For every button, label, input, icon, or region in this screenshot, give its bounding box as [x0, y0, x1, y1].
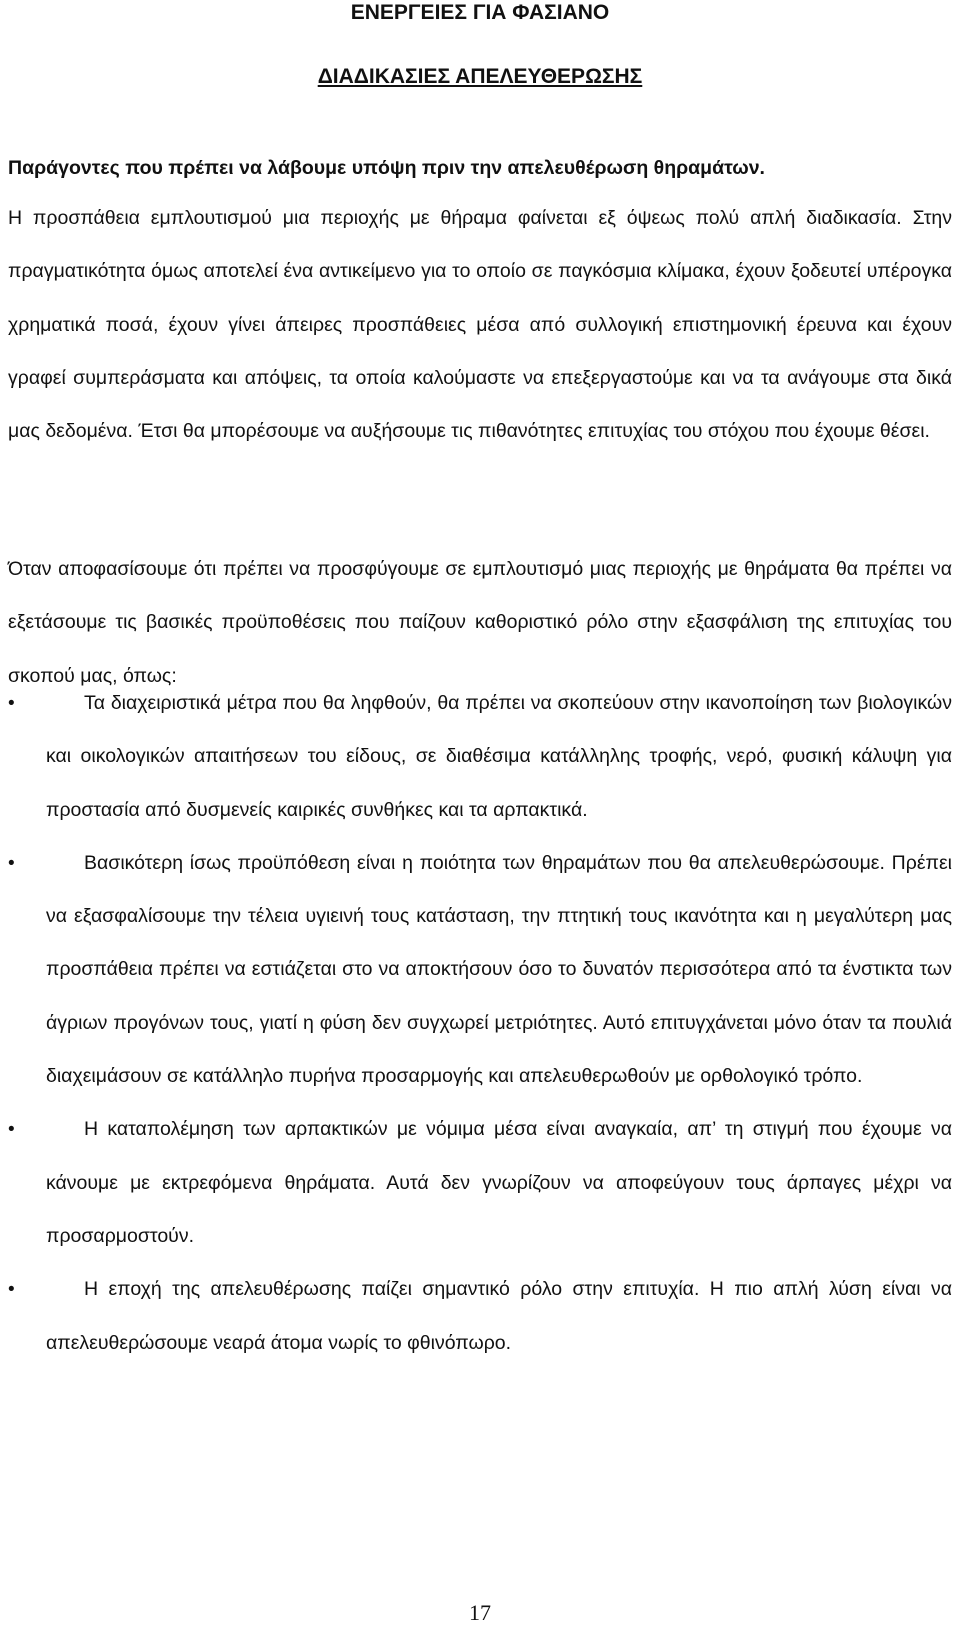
- list-item: [8, 1263, 952, 1370]
- list-item-text: Η καταπολέμηση των αρπακτικών με νόμιμα μέσα είναι αναγκαία, απ’ τη στιγμή που έχουμε να κάνουμε με εκτρεφόμενα θηράματα. Αυτά δεν γνωρίζουν να αποφεύγουν τους άρπαγες μέχρι να προσαρμοστούν.: [46, 1118, 952, 1247]
- section-heading: Παράγοντες που πρέπει να λάβουμε υπόψη πριν την απελευθέρωση θηραμάτων.: [8, 157, 765, 179]
- document-subtitle: [8, 64, 952, 90]
- conditions-list: [8, 677, 952, 1370]
- page-number: 17: [469, 1600, 491, 1625]
- list-item-text: Βασικότερη ίσως προϋπόθεση είναι η ποιότητα των θηραμάτων που θα απελευθερώσουμε. Πρέπει να εξασφαλίσουμε την τέλεια υγιεινή τους κατάσταση, την πτητική τους ικανότητα και η μεγαλύτερη μας προσπάθεια πρέπει να εστιάζεται στο να αποκτήσουν όσο το δυνατόν περισσότερα από τα ένστικτα των άγριων προγόνων τους, γιατί η φύση δεν συγχωρεί μετριότητες. Αυτό επιτυγχάνεται μόνο όταν τα πουλιά διαχειμάσουν σε κατάλληλο πυρήνα προσαρμογής και απελευθερωθούν με ορθολογικό τρόπο.: [46, 851, 952, 1088]
- document-page: [8, 0, 952, 1643]
- paragraph-conditions: Όταν αποφασίσουμε ότι πρέπει να προσφύγουμε σε εμπλουτισμό μιας περιοχής με θηράματα θα πρέπει να εξετάσουμε τις βασικές προϋποθέσεις που παίζουν καθοριστικό ρόλο στην εξασφάλιση της επιτυχίας του σκοπού μας, όπως:: [8, 558, 952, 687]
- bullet-icon: •: [8, 852, 15, 874]
- list-item: [8, 837, 952, 1103]
- bullet-icon: •: [8, 1119, 15, 1141]
- list-item-text: Η εποχή της απελευθέρωσης παίζει σημαντικό ρόλο στην επιτυχία. Η πιο απλή λύση είναι να απελευθερώσουμε νεαρά άτομα νωρίς το φθινόπωρο.: [46, 1278, 952, 1354]
- bullet-icon: •: [8, 1279, 15, 1301]
- paragraph-intro: Η προσπάθεια εμπλουτισμού μια περιοχής με θήραμα φαίνεται εξ όψεως πολύ απλή διαδικασία. Στην πραγματικότητα όμως αποτελεί ένα αντικείμενο για το οποίο σε παγκόσμια κλίμακα, έχουν ξοδευτεί υπέρογκα χρηματικά ποσά, έχουν γίνει άπειρες προσπάθειες μέσα από συλλογική επιστημονική έρευνα και έχουν γραφεί συμπεράσματα και απόψεις, τα οποία καλούμαστε να επεξεργαστούμε και να τα ανάγουμε στα δικά μας δεδομένα. Έτσι θα μπορέσουμε να αυξήσουμε τις πιθανότητες επιτυχίας του στόχου που έχουμε θέσει.: [8, 207, 952, 443]
- document-subtitle-text: ΔΙΑΔΙΚΑΣΙΕΣ ΑΠΕΛΕΥΘΕΡΩΣΗΣ: [317, 65, 643, 88]
- bullet-icon: •: [8, 693, 15, 714]
- list-item: [8, 677, 952, 837]
- list-item-text: Τα διαχειριστικά μέτρα που θα ληφθούν, θα πρέπει να σκοπεύουν στην ικανοποίηση των βιολογικών και οικολογικών απαιτήσεων του είδους, σε διαθέσιμα κατάλληλης τροφής, νερό, φυσική κάλυψη για προστασία από δυσμενείς καιρικές συνθήκες και τα αρπακτικά.: [46, 692, 952, 821]
- document-title: ΕΝΕΡΓΕΙΕΣ ΓΙΑ ΦΑΣΙΑΝΟ: [350, 1, 610, 24]
- list-item: [8, 1103, 952, 1263]
